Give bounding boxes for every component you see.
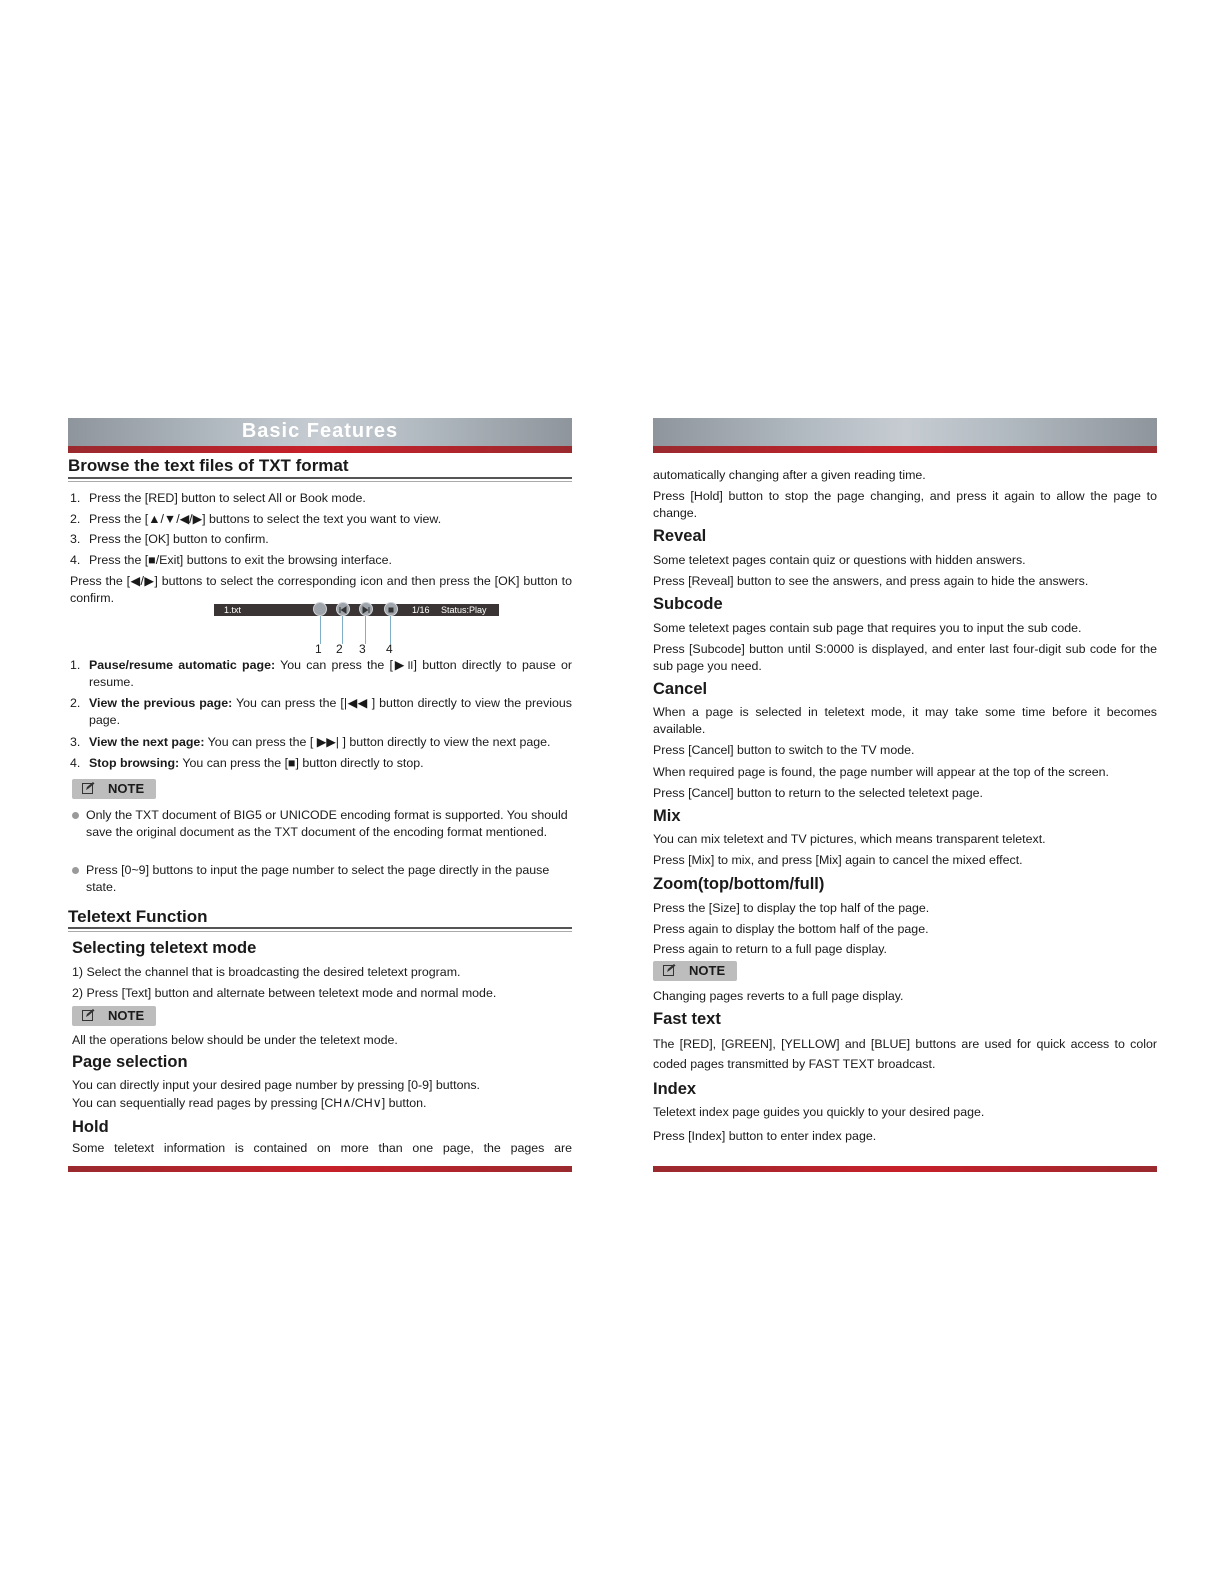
callout-line [320,616,321,644]
zoom-line: Press again to return to a full page display. [653,942,887,956]
callout-number: 1 [315,642,322,656]
step-item: 1. Press the [RED] button to select All or Book mode. [70,491,366,505]
cancel-line: Press [Cancel] button to switch to the TV mode. [653,743,915,757]
player-file-name: 1.txt [224,605,242,615]
page-selection-line: You can directly input your desired page number by pressing [0-9] buttons. [72,1078,480,1092]
note-badge: NOTE [72,1006,156,1026]
step-item: 2. Press the [▲/▼/◀/▶] buttons to select the text you want to view. [70,512,442,526]
heading-mix: Mix [653,807,681,825]
heading-page-selection: Page selection [72,1053,188,1071]
mix-line: Press [Mix] to mix, and press [Mix] again to cancel the mixed effect. [653,853,1023,867]
subcode-line: Some teletext pages contain sub page that requires you to input the sub code. [653,621,1082,635]
note-text: Changing pages reverts to a full page display. [653,989,904,1003]
selecting-line: 2) Press [Text] button and alternate between teletext mode and normal mode. [72,986,497,1000]
section-title-teletext: Teletext Function [68,907,208,926]
note-badge: NOTE [653,961,737,981]
heading-cancel: Cancel [653,680,708,698]
note-bullet: Only the TXT document of BIG5 or UNICODE encoding format is supported. You should save the original document as the TXT document of the encoding format mentioned. [72,807,572,841]
note-edit-icon [663,964,676,976]
section-rule [68,927,572,929]
note-text: All the operations below should be under the teletext mode. [72,1033,398,1047]
page-banner [68,418,572,446]
hold-continuation: automatically changing after a given reading time. [653,468,926,482]
callout-line [390,616,391,644]
banner-title: Basic Features [241,420,399,442]
note-edit-icon [82,782,95,794]
heading-hold: Hold [72,1118,109,1136]
cancel-line: When required page is found, the page number will appear at the top of the screen. [653,765,1109,779]
callout-number: 2 [336,642,343,656]
callout-line [365,616,366,644]
page-banner [653,418,1157,446]
page-bottom-bar [68,1166,572,1172]
step-item: 4. Press the [■/Exit] buttons to exit the browsing interface. [70,553,392,567]
player-page-count: 1/16 [412,605,430,615]
icon-item: 4. Stop browsing: You can press the [■] button directly to stop. [70,756,424,770]
fast-text-body: The [RED], [GREEN], [YELLOW] and [BLUE] buttons are used for quick access to color coded pages transmitted by FAST TEXT broadcast. [653,1037,1157,1071]
index-line: Teletext index page guides you quickly to your desired page. [653,1105,985,1119]
left-page [68,418,572,1155]
subcode-line: Press [Subcode] button until S:0000 is displayed, and enter last four-digit sub code for the sub page you need. [653,642,1157,673]
zoom-line: Press the [Size] to display the top half of the page. [653,901,930,915]
callout-number: 4 [386,642,393,656]
heading-fast-text: Fast text [653,1010,721,1028]
callout-number: 3 [359,642,366,656]
mix-line: You can mix teletext and TV pictures, which means transparent teletext. [653,832,1046,846]
icon-instruction: Press the [◀/▶] buttons to select the corresponding icon and then press the [OK] button to confirm. [70,574,572,605]
callout-line [342,616,343,644]
player-status: Status:Play [441,605,487,615]
icon-item: 2. View the previous page: You can press the [|◀◀ ] button directly to view the previous page. [70,696,572,727]
page-selection-line: You can sequentially read pages by pressing [CH∧/CH∨] button. [72,1096,427,1110]
player-bar [214,604,499,616]
heading-zoom: Zoom(top/bottom/full) [653,875,825,893]
page-bottom-bar [653,1166,1157,1172]
section-rule [68,477,572,479]
note-badge: NOTE [72,779,156,799]
icon-item: 3. View the next page: You can press the [ ▶▶| ] button directly to view the next page. [70,735,551,749]
heading-reveal: Reveal [653,527,707,545]
hold-press: Press [Hold] button to stop the page changing, and press it again to allow the page to change. [653,489,1157,520]
heading-selecting-teletext: Selecting teletext mode [72,939,257,957]
zoom-line: Press again to display the bottom half of the page. [653,922,929,936]
selecting-line: 1) Select the channel that is broadcasting the desired teletext program. [72,965,461,979]
reveal-line: Some teletext pages contain quiz or questions with hidden answers. [653,553,1026,567]
pause-icon [313,602,327,616]
right-page [653,418,1157,1143]
heading-index: Index [653,1080,697,1098]
stop-icon [384,602,398,616]
previous-icon [336,602,350,616]
heading-subcode: Subcode [653,595,723,613]
cancel-line: Press [Cancel] button to return to the selected teletext page. [653,786,983,800]
icon-item: 1. Pause/resume automatic page: You can press the [▶॥] button directly to pause or resume. [70,658,572,689]
cancel-line: When a page is selected in teletext mode, it may take some time before it becomes available. [653,705,1157,736]
reveal-line: Press [Reveal] button to see the answers, and press again to hide the answers. [653,574,1089,588]
note-bullet: Press [0~9] buttons to input the page number to select the page directly in the pause state. [72,862,572,896]
note-edit-icon [82,1009,95,1021]
index-line: Press [Index] button to enter index page. [653,1129,877,1143]
section-title-browse-txt: Browse the text files of TXT format [68,456,349,475]
step-item: 3. Press the [OK] button to confirm. [70,532,269,546]
hold-text: Some teletext information is contained on more than one page, the pages are [72,1141,572,1155]
next-icon [359,602,373,616]
